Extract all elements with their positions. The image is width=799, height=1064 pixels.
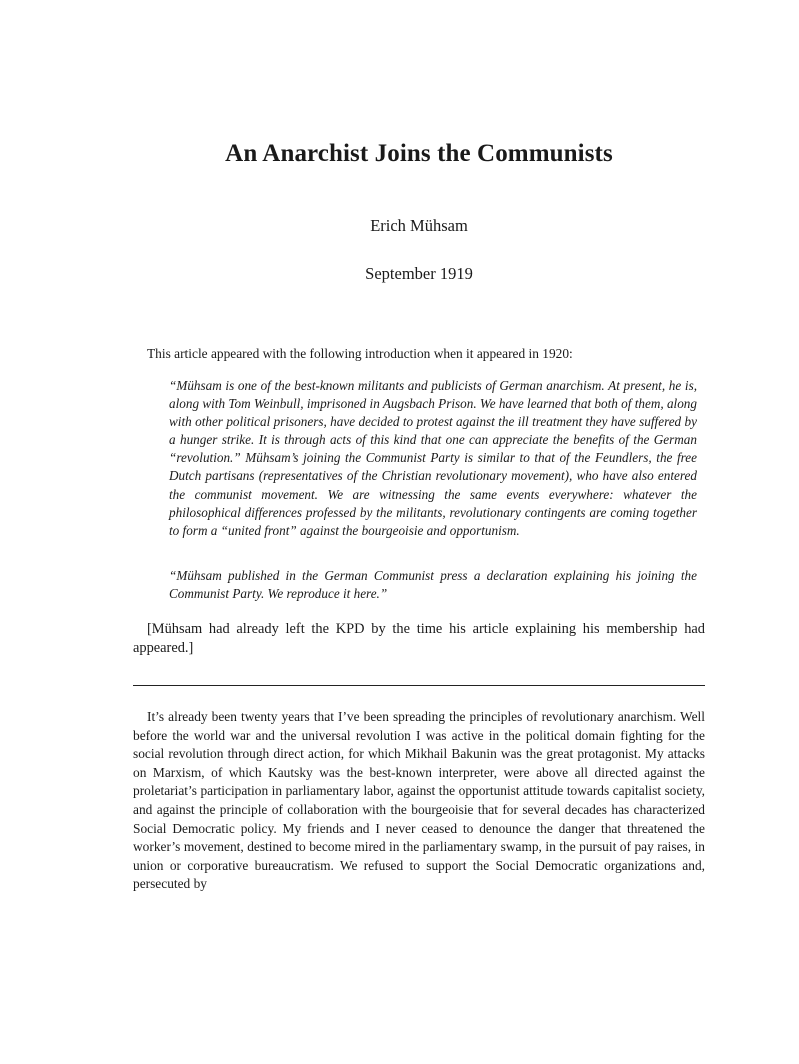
publication-date: September 1919	[365, 264, 473, 283]
block-quote-paragraph-1: “Mühsam is one of the best-known militants and publicists of German anarchism. At present, he is, along with Tom Weinbull, imprisoned in Augsbach Prison. We have learned that both of them, along with other political prisoners, have decided to protest against the ill treatment they have suffered by a hunger strike. It is through acts of this kind that one can appreciate the benefits of the German “revolution.” Mühsam’s joining the Communist Party is similar to that of the Feundlers, the free Dutch partisans (representatives of the Christian revolutionary movement), who have also entered the communist movement. We are witnessing the same events everywhere: whatever the philosophical differences professed by the militants, revolutionary contingents are coming together to form a “united front” against the bourgeoisie and opportunism.	[169, 378, 697, 538]
editorial-note: [Mühsam had already left the KPD by the time his article explaining his membership had appeared.]	[133, 621, 705, 656]
author-name: Erich Mühsam	[370, 216, 468, 235]
document-title: An Anarchist Joins the Communists	[225, 140, 613, 167]
body-paragraph: It’s already been twenty years that I’ve been spreading the principles of revolutionary anarchism. Well before the world war and the universal revolution I was active in the political domain fighting for the social revolution through direct action, for which Mikhail Bakunin was the great protagonist. My attacks on Marxism, of which Kautsky was the best-known interpreter, were above all directed against the proletariat’s participation in parliamentary labor, against the opportunist attitude towards capitalist society, and against the principle of collaboration with the bourgeoisie that for several decades has characterized Social Democratic policy. My friends and I never ceased to denounce the danger that threatened the worker’s movement, destined to become mired in the parliamentary swamp, in the pursuit of pay raises, in union or corporative bureaucratism. We refused to support the Social Democratic organizations and, persecuted by	[133, 709, 705, 892]
intro-paragraph: This article appeared with the following introduction when it appeared in 1920:	[147, 346, 573, 361]
block-quote-paragraph-2: “Mühsam published in the German Communist press a declaration explaining his joining the Communist Party. We reproduce it here.”	[169, 568, 697, 602]
section-divider	[133, 685, 705, 686]
